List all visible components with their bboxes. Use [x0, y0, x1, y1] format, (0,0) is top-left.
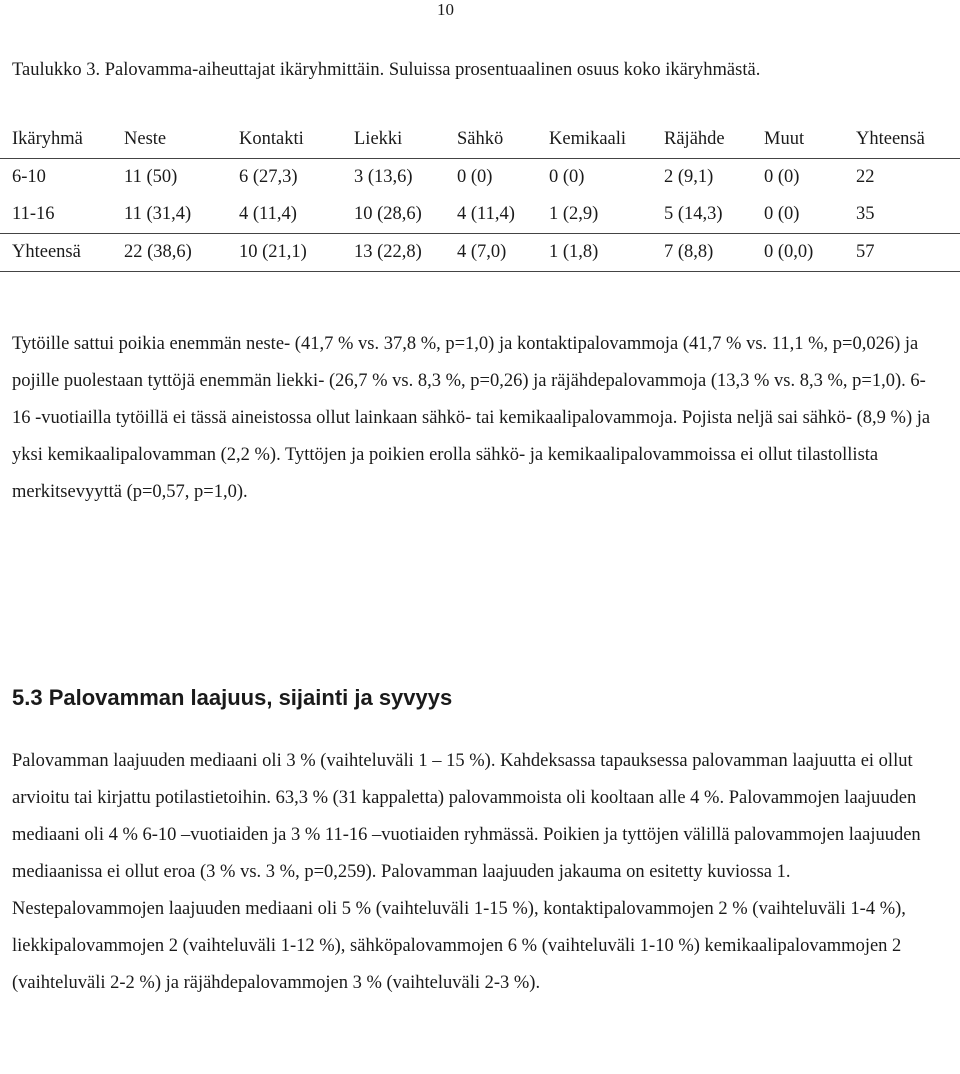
table-cell: 11 (50): [124, 167, 178, 187]
table-cell: 22: [856, 167, 875, 187]
table-cell: 35: [856, 204, 875, 224]
table-cell: 1 (1,8): [537, 234, 652, 272]
table-cell: 4 (7,0): [445, 234, 537, 272]
header-liquid: Neste: [112, 121, 227, 159]
table-cell: 11-16: [12, 204, 55, 224]
header-contact: Kontakti: [227, 121, 342, 159]
table-caption: Taulukko 3. Palovamma-aiheuttajat ikäryhmittäin. Suluissa prosentuaalinen osuus koko ikäryhmästä.: [12, 60, 761, 80]
table-cell: 11 (31,4): [124, 204, 192, 224]
table-row: [0, 196, 960, 234]
header-total: Yhteensä: [844, 121, 960, 159]
header-electric: Sähkö: [445, 121, 537, 159]
page-number: 10: [437, 0, 454, 19]
section-heading: 5.3 Palovamman laajuus, sijainti ja syvyys: [12, 685, 453, 710]
header-flame: Liekki: [342, 121, 445, 159]
body-paragraph: Palovamman laajuuden mediaani oli 3 % (vaihteluväli 1 – 15 %). Kahdeksassa tapauksessa palovamman laajuutta ei ollut arvioitu tai kirjattu potilastietoihin. 63,3 % (31 kappaletta) palovammoista oli kooltaan alle 4 %. Palovammojen laajuuden mediaani oli 4 % 6-10 –vuotiaiden ja 3 % 11-16 –vuotiaiden ryhmässä. Poikien ja tyttöjen välillä palovammojen laajuuden mediaanissa ei ollut eroa (3 % vs. 3 %, p=0,259). Palovamman laajuuden jakauma on esitetty kuviossa 1. Nestepalovammojen laajuuden mediaani oli 5 % (vaihteluväli 1-15 %), kontaktipalovammojen 2 % (vaihteluväli 1-4 %), liekkipalovammojen 2 (vaihteluväli 1-12 %), sähköpalovammojen 6 % (vaihteluväli 1-10 %) kemikaalipalovammojen 2 (vaihteluväli 2-2 %) ja räjähdepalovammojen 3 % (vaihteluväli 2-3 %).: [12, 751, 921, 993]
table-header-row: [0, 121, 960, 159]
table-cell: 3 (13,6): [354, 167, 413, 187]
table-cell: 0 (0): [457, 167, 493, 187]
table-cell: 0 (0): [764, 167, 800, 187]
table-cell: 4 (11,4): [457, 204, 515, 224]
table-cell: 13 (22,8): [342, 234, 445, 272]
table-cell: 2 (9,1): [664, 167, 714, 187]
table-cell: 7 (8,8): [652, 234, 752, 272]
table-total-row: [0, 234, 960, 272]
table-cell: 4 (11,4): [239, 204, 297, 224]
table-cell: Yhteensä: [0, 234, 112, 272]
table-cell: 6-10: [12, 167, 46, 187]
table-cell: 6 (27,3): [239, 167, 298, 187]
table-cell: 0 (0): [549, 167, 585, 187]
header-age-group: Ikäryhmä: [0, 121, 112, 159]
table-cell: 1 (2,9): [549, 204, 599, 224]
table-cell: 0 (0): [764, 204, 800, 224]
body-paragraph: Tytöille sattui poikia enemmän neste- (41,7 % vs. 37,8 %, p=1,0) ja kontaktipalovammoja (41,7 % vs. 11,1 %, p=0,026) ja pojille puolestaan tyttöjä enemmän liekki- (26,7 % vs. 8,3 %, p=0,26) ja räjähdepalovammoja (13,3 % vs. 8,3 %, p=1,0). 6-16 -vuotiailla tytöillä ei tässä aineistossa ollut lainkaan sähkö- tai kemikaalipalovammoja. Pojista neljä sai sähkö- (8,9 %) ja yksi kemikaalipalovamman (2,2 %). Tyttöjen ja poikien erolla sähkö- ja kemikaalipalovammoissa ei ollut tilastollista merkitsevyyttä (p=0,57, p=1,0).: [12, 334, 931, 502]
table-cell: 10 (21,1): [227, 234, 342, 272]
header-chemical: Kemikaali: [537, 121, 652, 159]
header-other: Muut: [752, 121, 844, 159]
table-cell: 22 (38,6): [112, 234, 227, 272]
table-cell: 5 (14,3): [664, 204, 723, 224]
table-cell: 57: [844, 234, 960, 272]
header-explosive: Räjähde: [652, 121, 752, 159]
table-row: [0, 159, 960, 197]
table-cell: 10 (28,6): [354, 204, 422, 224]
burn-cause-table: [0, 121, 960, 272]
table-cell: 0 (0,0): [752, 234, 844, 272]
